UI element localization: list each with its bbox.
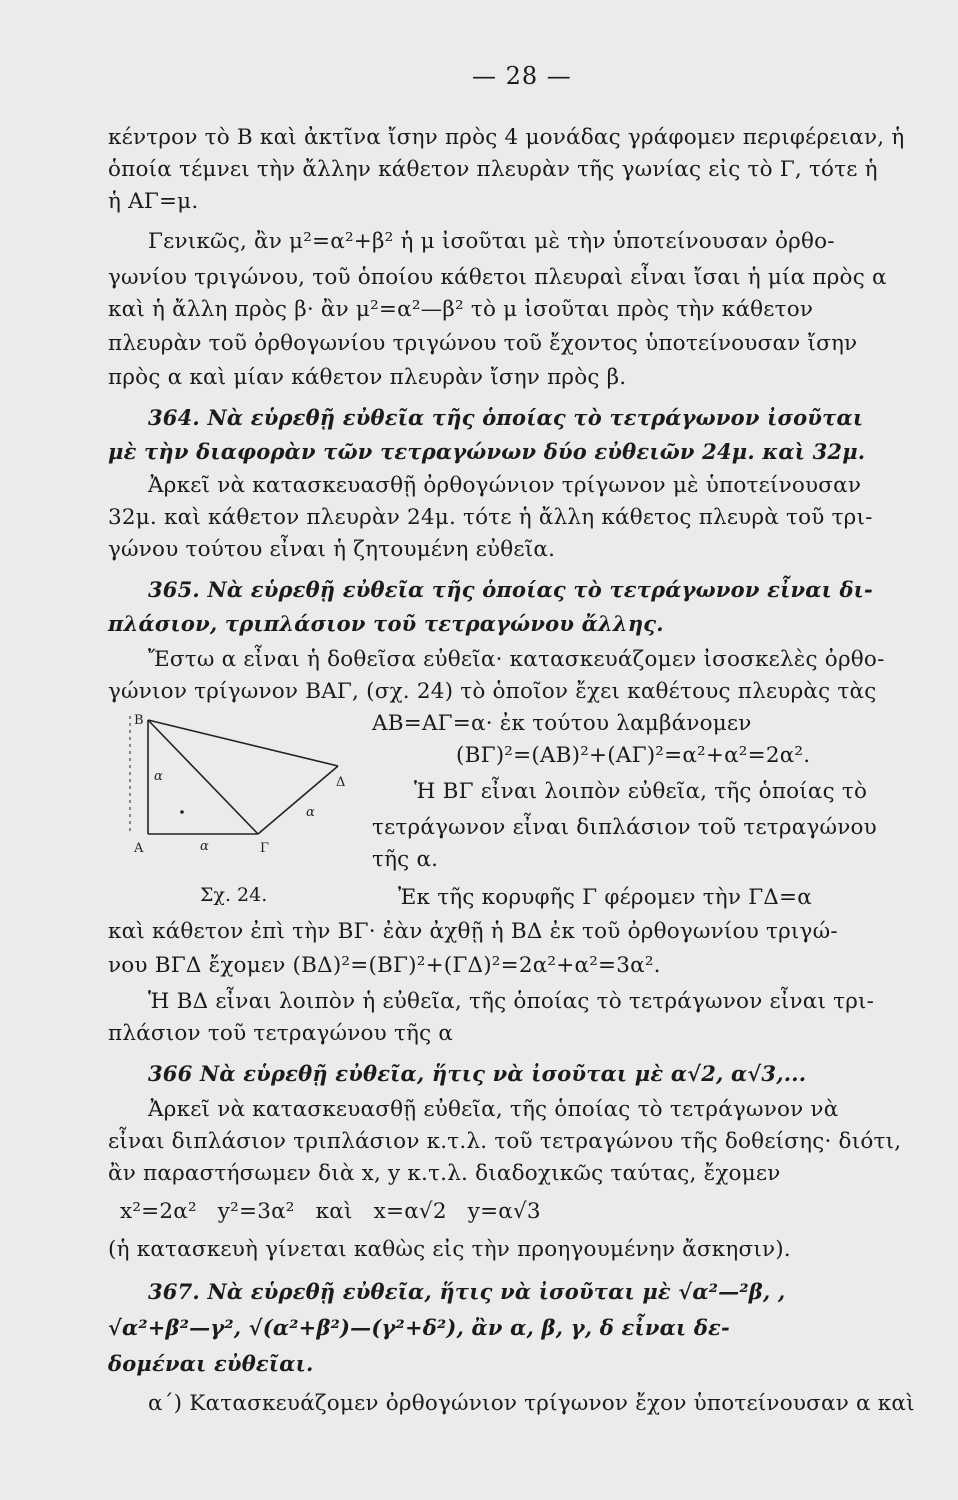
text-line: πρὸς α καὶ μίαν κάθετον πλευρὰν ἴσην πρὸς β. — [108, 365, 627, 390]
text-line: Ἀρκεῖ νὰ κατασκευασθῇ ὀρθογώνιον τρίγωνον μὲ ὑποτείνουσαν — [148, 473, 862, 498]
text-line: Γενικῶς, ἂν μ²=α²+β² ἡ μ ἰσοῦται μὲ τὴν ὑποτείνουσαν ὀρθο- — [148, 229, 835, 254]
figure-24-triangle — [120, 706, 360, 854]
text-line: α΄) Κατασκευάζομεν ὀρθογώνιον τρίγωνον ἔχον ὑποτείνουσαν α καὶ — [148, 1391, 915, 1416]
exercise-heading: πλάσιον, τριπλάσιον τοῦ τετραγώνου ἄλλης. — [108, 611, 664, 636]
text-line: κέντρον τὸ Β καὶ ἀκτῖνα ἴσην πρὸς 4 μονάδας γράφομεν περιφέρειαν, ἡ — [108, 125, 905, 150]
exercise-heading: √α²+β²—γ², √(α²+β²)—(γ²+δ²), ἂν α, β, γ, δ εἶναι δε- — [108, 1315, 730, 1340]
text-line: Ἀρκεῖ νὰ κατασκευασθῇ εὐθεῖα, τῆς ὁποίας τὸ τετράγωνον νὰ — [148, 1097, 839, 1122]
vertex-label-g: Γ — [260, 841, 270, 854]
text-line: (ἡ κατασκευὴ γίνεται καθὼς εἰς τὴν προηγουμένην ἄσκησιν). — [108, 1237, 791, 1262]
text-line: ἂν παραστήσωμεν διὰ x, y κ.τ.λ. διαδοχικῶς ταύτας, ἔχομεν — [108, 1161, 781, 1186]
vertex-label-b: B — [134, 713, 144, 728]
exercise-heading: 364. Νὰ εὑρεθῇ εὐθεῖα τῆς ὁποίας τὸ τετράγωνον ἰσοῦται — [148, 405, 864, 430]
exercise-heading: 366 Νὰ εὑρεθῇ εὐθεῖα, ἥτις νὰ ἰσοῦται μὲ α√2, α√3,... — [148, 1061, 807, 1086]
text-line: γωνίου τριγώνου, τοῦ ὁποίου κάθετοι πλευραὶ εἶναι ἴσαι ἡ μία πρὸς α — [108, 265, 887, 290]
text-line: πλευρὰν τοῦ ὀρθογωνίου τριγώνου τοῦ ἔχοντος ὑποτείνουσαν ἴσην — [108, 331, 858, 356]
vertex-label-a: Α — [134, 841, 144, 854]
side-label: α — [200, 839, 209, 854]
formula-line: (ΒΓ)²=(ΑΒ)²+(ΑΓ)²=α²+α²=2α². — [456, 743, 811, 768]
exercise-heading: 367. Νὰ εὑρεθῇ εὐθεῖα, ἥτις νὰ ἰσοῦται μὲ √α²—²β, , — [148, 1279, 786, 1304]
side-label: α — [306, 805, 315, 820]
exercise-heading: δομέναι εὐθεῖαι. — [108, 1351, 314, 1376]
text-line: γώνιον τρίγωνον ΒΑΓ, (σχ. 24) τὸ ὁποῖον ἔχει καθέτους πλευρὰς τὰς — [108, 679, 877, 704]
page-number: — 28 — — [472, 62, 572, 90]
side-label: α — [154, 769, 163, 784]
text-line: Ἐκ τῆς κορυφῆς Γ φέρομεν τὴν ΓΔ=α — [398, 885, 812, 910]
text-line: ὁποία τέμνει τὴν ἄλλην κάθετον πλευρὰν τῆς γωνίας εἰς τὸ Γ, τότε ἡ — [108, 157, 878, 182]
figure-caption: Σχ. 24. — [200, 884, 268, 906]
text-line: Ἔστω α εἶναι ἡ δοθεῖσα εὐθεῖα· κατασκευάζομεν ἰσοσκελὲς ὀρθο- — [148, 647, 885, 672]
text-line: Ἡ ΒΓ εἶναι λοιπὸν εὐθεῖα, τῆς ὁποίας τὸ — [414, 779, 868, 804]
vertex-label-d: Δ — [336, 775, 346, 790]
exercise-heading: μὲ τὴν διαφορὰν τῶν τετραγώνων δύο εὐθειῶν 24μ. καὶ 32μ. — [108, 439, 866, 464]
text-line: 32μ. καὶ κάθετον πλευρὰν 24μ. τότε ἡ ἄλλη κάθετος πλευρὰ τοῦ τρι- — [108, 505, 873, 530]
text-line: Ἡ ΒΔ εἶναι λοιπὸν ἡ εὐθεῖα, τῆς ὁποίας τὸ τετράγωνον εἶναι τρι- — [148, 989, 875, 1014]
text-line: καὶ ἡ ἄλλη πρὸς β· ἂν μ²=α²—β² τὸ μ ἰσοῦται πρὸς τὴν κάθετον — [108, 297, 814, 322]
formula-line: x²=2α² y²=3α² καὶ x=α√2 y=α√3 — [120, 1199, 541, 1224]
text-line: τῆς α. — [372, 847, 439, 872]
text-line: τετράγωνον εἶναι διπλάσιον τοῦ τετραγώνου — [372, 815, 877, 840]
text-line: ἡ ΑΓ=μ. — [108, 189, 199, 214]
text-line: νου ΒΓΔ ἔχομεν (ΒΔ)²=(ΒΓ)²+(ΓΔ)²=2α²+α²=3α². — [108, 953, 661, 978]
exercise-heading: 365. Νὰ εὑρεθῇ εὐθεῖα τῆς ὁποίας τὸ τετράγωνον εἶναι δι- — [148, 577, 873, 602]
text-line: γώνου τούτου εἶναι ἡ ζητουμένη εὐθεῖα. — [108, 537, 556, 562]
text-line: πλάσιον τοῦ τετραγώνου τῆς α — [108, 1021, 454, 1046]
text-line: καὶ κάθετον ἐπὶ τὴν ΒΓ· ἐὰν ἀχθῇ ἡ ΒΔ ἐκ τοῦ ὀρθογωνίου τριγώ- — [108, 919, 838, 944]
text-line: εἶναι διπλάσιον τριπλάσιον κ.τ.λ. τοῦ τετραγώνου τῆς δοθείσης· διότι, — [108, 1129, 902, 1154]
text-line: ΑΒ=ΑΓ=α· ἐκ τούτου λαμβάνομεν — [372, 711, 752, 736]
